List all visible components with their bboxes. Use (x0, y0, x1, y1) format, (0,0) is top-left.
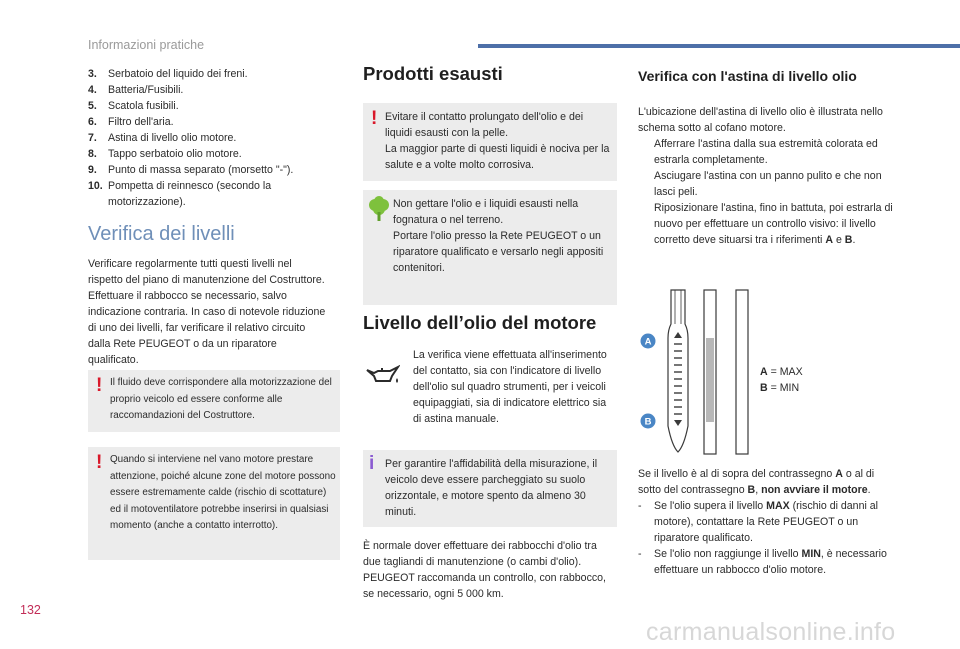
header-bar (478, 44, 960, 48)
oil-check-text: La verifica viene effettuata all'inserimento del contatto, sia con l'indicatore di livello dell'olio sul quadro strumenti, per i veicoli equipaggiati, sia di indicatore elettrico sia di astina manuale. (413, 349, 607, 425)
item-number: 5. (88, 100, 97, 112)
waste-warning-text: Evitare il contatto prolungato dell'olio e dei liquidi esausti con la pelle. La maggior parte di questi liquidi è nociva per la salute e a volte molto corrosiva. (385, 111, 610, 171)
check-pre: Se il livello è al di sopra del contrassegno (638, 468, 836, 480)
exclamation-icon: ! (96, 375, 103, 396)
column-1-heading (88, 223, 340, 245)
legend-a (760, 364, 803, 380)
tree-icon (368, 196, 390, 222)
item-text: Batteria/Fusibili. (108, 84, 184, 96)
item-text: Filtro dell'aria. (108, 116, 174, 128)
legend-a-value: = MAX (767, 366, 803, 378)
item-text: Serbatoio del liquido dei freni. (108, 68, 248, 80)
list-item (638, 168, 896, 200)
ref-b: B (844, 234, 853, 246)
check-b: B (747, 484, 756, 496)
oil-can-icon (364, 364, 400, 386)
ref-a: A (825, 234, 833, 246)
list-item (638, 498, 896, 546)
level-check-wrap (638, 466, 896, 578)
step-text (654, 200, 896, 248)
dipstick-illustration (636, 286, 756, 458)
check-a: A (835, 468, 843, 480)
list-item (88, 130, 340, 146)
levels-heading: Verifica dei livelli (88, 223, 235, 245)
info-box (363, 450, 617, 527)
item-text: Tappo serbatoio olio motore. (108, 148, 242, 160)
dipstick-steps (638, 136, 896, 248)
environment-box (363, 190, 617, 305)
legend-b-key: B (760, 382, 768, 394)
item-number: 9. (88, 164, 97, 176)
waste-heading: Prodotti esausti (363, 63, 503, 84)
step-text: Asciugare l'astina con un panno pulito e che non lasci peli. (654, 170, 882, 198)
bullet-icon (638, 168, 654, 200)
list-item (638, 136, 896, 168)
item-number: 3. (88, 68, 97, 80)
item-number: 7. (88, 132, 97, 144)
item-text: Punto di massa separato (morsetto "-"). (108, 164, 294, 176)
exclamation-icon: ! (96, 452, 103, 473)
legend-a-key: A (760, 366, 768, 378)
bullet-icon (638, 200, 654, 248)
item-text: Scatola fusibili. (108, 100, 179, 112)
case1-post: (rischio di danni al motore), contattare la Rete PEUGEOT o un riparatore qualificato. (654, 500, 879, 544)
environment-text: Non gettare l'olio e i liquidi esausti nella fognatura o nel terreno. Portare l'olio presso la Rete PEUGEOT o un riparatore qualificato e versarlo negli appositi contenitori. (393, 198, 604, 274)
item-text: Astina di livello olio motore. (108, 132, 237, 144)
ref-end: . (852, 234, 856, 246)
engine-warning-text: Quando si interviene nel vano motore prestare attenzione, poiché alcune zone del motore possono essere estremamente calde (rischio di scottature) ed il motoventilatore potrebbe inserirsi in qualsiasi momento (anche a contatto interrotto). (110, 454, 336, 531)
oil-level-heading: Livello dell’olio del motore (363, 312, 597, 333)
level-check-text (638, 466, 896, 498)
dipstick-legend (760, 364, 803, 396)
fluid-warning-text: Il fluido deve corrispondere alla motorizzazione del proprio veicolo ed essere conforme alle raccomandazioni del Costruttore. (110, 377, 332, 421)
check-comma: , (755, 484, 762, 496)
section-header: Informazioni pratiche (88, 38, 205, 52)
column-2-heading2 (363, 312, 617, 333)
column-2-heading1 (363, 63, 617, 84)
list-item (88, 66, 340, 82)
case1-max: MAX (766, 500, 790, 512)
case-text (654, 546, 896, 578)
dash-mark: - (638, 548, 642, 560)
list-item (88, 162, 340, 178)
list-item (88, 82, 340, 98)
page-number: 132 (20, 603, 41, 617)
column-3-heading (638, 68, 898, 84)
item-number: 6. (88, 116, 97, 128)
step-text: Afferrare l'astina dalla sua estremità colorata ed estrarla completamente. (654, 138, 878, 166)
check-warning: non avviare il motore (761, 484, 868, 496)
list-item (88, 178, 340, 210)
marker-b: B (644, 416, 652, 428)
item-number: 8. (88, 148, 97, 160)
list-item (88, 114, 340, 130)
check-end: . (867, 484, 871, 496)
case2-min: MIN (801, 548, 821, 560)
case1-pre: Se l'olio supera il livello (654, 500, 767, 512)
top-up-text-wrap (363, 538, 617, 602)
item-number: 10. (88, 180, 103, 192)
info-text: Per garantire l'affidabilità della misurazione, il veicolo deve essere parcheggiato su suolo orizzontale, e motore spento da almeno 30 minuti. (385, 458, 598, 518)
case2-pre: Se l'olio non raggiunge il livello (654, 548, 802, 560)
list-item (88, 146, 340, 162)
exclamation-icon: ! (371, 108, 378, 129)
top-up-text: È normale dover effettuare dei rabbocchi d'olio tra due tagliandi di manutenzione (o cambi d'olio). PEUGEOT raccomanda un controllo, con rabbocco, se necessario, ogni 5 000 km. (363, 540, 606, 600)
list-item (638, 546, 896, 578)
marker-a: A (644, 336, 652, 348)
dipstick-intro: L'ubicazione dell'astina di livello olio è illustrata nello schema sotto al cofano motore. (638, 106, 883, 134)
check-mid: o al di sotto del contrassegno (638, 468, 875, 496)
level-cases (638, 498, 896, 578)
oil-text-wrap (413, 347, 615, 427)
waste-warning-box (363, 103, 617, 181)
info-icon: i (369, 453, 375, 474)
case2-post: , è necessario effettuare un rabbocco d'olio motore. (654, 548, 887, 576)
dipstick-text-wrap (638, 104, 896, 248)
dipstick-heading: Verifica con l'astina di livello olio (638, 68, 857, 84)
item-text: Pompetta di reinnesco (secondo la motorizzazione). (108, 180, 272, 208)
levels-intro: Verificare regolarmente tutti questi livelli nel rispetto del piano di manutenzione del Costruttore. Effettuare il rabbocco se necessario, salvo indicazione contraria. In caso di notevole riduzione di uno dei livelli, far verificare il relativo circuito dalla Rete PEUGEOT o da un riparatore qualificato. (88, 258, 326, 366)
legend-b (760, 380, 803, 396)
component-list (88, 66, 340, 210)
case-text (654, 498, 896, 546)
step-text-main: Riposizionare l'astina, fino in battuta, poi estrarla di nuovo per effettuare un controllo visivo: il livello corretto deve situarsi tra i riferimenti (654, 202, 893, 246)
list-item (88, 98, 340, 114)
dash-mark: - (638, 500, 642, 512)
bullet-icon (638, 136, 654, 168)
item-number: 4. (88, 84, 97, 96)
ref-and: e (833, 234, 845, 246)
levels-intro-wrap (88, 256, 328, 368)
watermark: carmanualsonline.info (646, 618, 896, 646)
engine-warning-box (88, 447, 340, 560)
list-item (638, 200, 896, 248)
legend-b-value: = MIN (767, 382, 800, 394)
fluid-warning-box (88, 370, 340, 432)
column-1 (88, 66, 340, 210)
